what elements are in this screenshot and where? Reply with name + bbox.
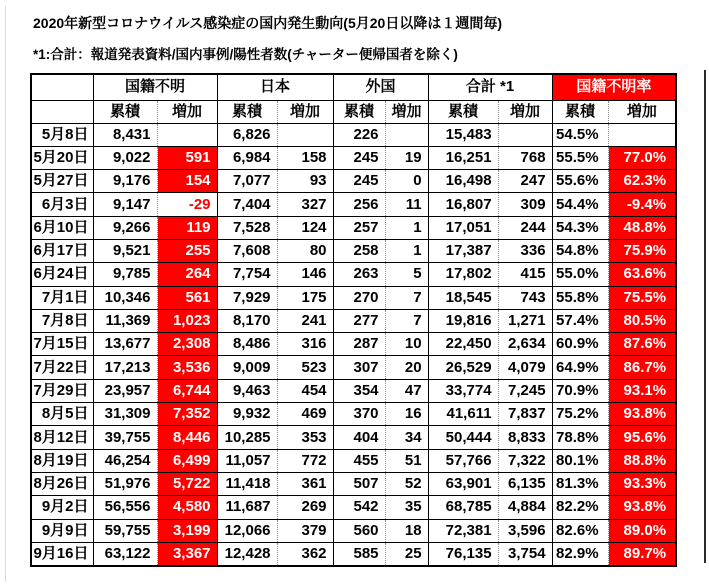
value-cell: 523 (277, 356, 333, 379)
value-cell: 307 (333, 356, 385, 379)
table-row (31, 286, 676, 309)
value-cell: 175 (277, 286, 333, 309)
value-cell: 561 (157, 286, 217, 309)
value-cell (385, 123, 428, 146)
value-cell: 9,521 (93, 239, 157, 262)
value-cell: 8,431 (93, 123, 157, 146)
value-cell: 56,556 (93, 496, 157, 519)
value-cell: 8,486 (217, 333, 277, 356)
value-cell: 560 (333, 519, 385, 542)
value-cell: 454 (277, 379, 333, 402)
value-cell: 59,755 (93, 519, 157, 542)
value-cell: 54.4% (552, 193, 608, 216)
value-cell: 119 (157, 216, 217, 239)
value-cell: 255 (157, 239, 217, 262)
date-cell: 7月22日 (31, 356, 93, 379)
value-cell: 26,529 (428, 356, 498, 379)
value-cell: 18,545 (428, 286, 498, 309)
value-cell: 82.6% (552, 519, 608, 542)
value-cell: 269 (277, 496, 333, 519)
value-cell (157, 123, 217, 146)
value-cell: 16,498 (428, 170, 498, 193)
value-cell: 93.8% (608, 403, 676, 426)
value-cell: 31,309 (93, 403, 157, 426)
date-cell: 7月1日 (31, 286, 93, 309)
value-cell: 327 (277, 193, 333, 216)
value-cell: 585 (333, 542, 385, 566)
date-cell: 8月5日 (31, 403, 93, 426)
value-cell: 80.5% (608, 309, 676, 332)
value-cell: 245 (333, 170, 385, 193)
value-cell: 4,580 (157, 496, 217, 519)
value-cell: 8,446 (157, 426, 217, 449)
date-cell: 8月19日 (31, 449, 93, 472)
report-title: 2020年新型コロナウイルス感染症の国内発生動向(5月20日以降は１週間毎) (33, 15, 502, 31)
date-cell: 9月16日 (31, 542, 93, 566)
value-cell: 245 (333, 146, 385, 169)
value-cell: 3,536 (157, 356, 217, 379)
adjacent-table-edge (704, 70, 706, 563)
value-cell: 95.6% (608, 426, 676, 449)
value-cell: 9,022 (93, 146, 157, 169)
table-row (31, 123, 676, 146)
value-cell: 9,009 (217, 356, 277, 379)
group-header-cell: 合計 *1 (428, 74, 552, 100)
table-row (31, 403, 676, 426)
value-cell: 9,932 (217, 403, 277, 426)
value-cell: 51 (385, 449, 428, 472)
value-cell: 80.1% (552, 449, 608, 472)
date-cell: 6月3日 (31, 193, 93, 216)
corner-cell (31, 74, 93, 100)
value-cell: 7 (385, 309, 428, 332)
value-cell: 57,766 (428, 449, 498, 472)
corner-cell (31, 100, 93, 123)
value-cell: 2,634 (498, 333, 552, 356)
value-cell: 9,147 (93, 193, 157, 216)
table-row (31, 472, 676, 495)
value-cell: 8,833 (498, 426, 552, 449)
value-cell: 158 (277, 146, 333, 169)
value-cell: 241 (277, 309, 333, 332)
value-cell: 54.3% (552, 216, 608, 239)
value-cell: 11 (385, 193, 428, 216)
value-cell: 75.5% (608, 286, 676, 309)
left-edge-line (5, 6, 6, 582)
value-cell: 6,135 (498, 472, 552, 495)
table-row (31, 193, 676, 216)
value-cell: 4,079 (498, 356, 552, 379)
value-cell: 455 (333, 449, 385, 472)
value-cell: 10,285 (217, 426, 277, 449)
value-cell: 7,754 (217, 263, 277, 286)
date-cell: 6月24日 (31, 263, 93, 286)
value-cell: 52 (385, 472, 428, 495)
table-body (31, 123, 676, 566)
value-cell: 2,308 (157, 333, 217, 356)
value-cell: 11,369 (93, 309, 157, 332)
value-cell: 11,418 (217, 472, 277, 495)
table-row (31, 379, 676, 402)
value-cell: 354 (333, 379, 385, 402)
value-cell: 17,387 (428, 239, 498, 262)
value-cell: 86.7% (608, 356, 676, 379)
value-cell: 309 (498, 193, 552, 216)
date-cell: 7月15日 (31, 333, 93, 356)
value-cell: 89.0% (608, 519, 676, 542)
subheader-cell: 増加 (498, 100, 552, 123)
table-row (31, 216, 676, 239)
value-cell: 768 (498, 146, 552, 169)
value-cell: 256 (333, 193, 385, 216)
value-cell: 8,170 (217, 309, 277, 332)
value-cell: 25 (385, 542, 428, 566)
value-cell: 7,837 (498, 403, 552, 426)
value-cell: 63,122 (93, 542, 157, 566)
value-cell: 361 (277, 472, 333, 495)
value-cell: 124 (277, 216, 333, 239)
subheader-cell: 増加 (277, 100, 333, 123)
value-cell: 507 (333, 472, 385, 495)
value-cell: 263 (333, 263, 385, 286)
value-cell: 75.2% (552, 403, 608, 426)
value-cell: 54.5% (552, 123, 608, 146)
table-row (31, 542, 676, 566)
group-header-cell: 日本 (217, 74, 333, 100)
value-cell: 244 (498, 216, 552, 239)
value-cell: 3,754 (498, 542, 552, 566)
table-header (31, 74, 676, 123)
group-header-cell: 国籍不明率 (552, 74, 676, 100)
value-cell: 542 (333, 496, 385, 519)
table-row (31, 146, 676, 169)
subheader-cell: 累積 (217, 100, 277, 123)
value-cell: 1,271 (498, 309, 552, 332)
table-row (31, 263, 676, 286)
value-cell: 12,066 (217, 519, 277, 542)
date-cell: 5月27日 (31, 170, 93, 193)
value-cell: 63,901 (428, 472, 498, 495)
value-cell: 89.7% (608, 542, 676, 566)
value-cell: 87.6% (608, 333, 676, 356)
value-cell: 469 (277, 403, 333, 426)
report-footnote: *1:合計：報道発表資料/国内事例/陽性者数(チャーター便帰国者を除く) (33, 47, 458, 62)
value-cell: 63.6% (608, 263, 676, 286)
value-cell: 270 (333, 286, 385, 309)
value-cell: 93.3% (608, 472, 676, 495)
value-cell: 17,213 (93, 356, 157, 379)
value-cell: 3,199 (157, 519, 217, 542)
subheader-cell: 増加 (608, 100, 676, 123)
value-cell: 47 (385, 379, 428, 402)
value-cell: 9,785 (93, 263, 157, 286)
group-header-cell: 国籍不明 (93, 74, 217, 100)
subheader-cell: 累積 (428, 100, 498, 123)
subheader-cell: 増加 (157, 100, 217, 123)
value-cell: 7,608 (217, 239, 277, 262)
value-cell: 353 (277, 426, 333, 449)
subheader-cell: 増加 (385, 100, 428, 123)
value-cell: 33,774 (428, 379, 498, 402)
value-cell (498, 123, 552, 146)
value-cell: 415 (498, 263, 552, 286)
value-cell: 76,135 (428, 542, 498, 566)
value-cell: 7,528 (217, 216, 277, 239)
value-cell: 1 (385, 216, 428, 239)
value-cell: 51,976 (93, 472, 157, 495)
value-cell: 78.8% (552, 426, 608, 449)
value-cell: 7,245 (498, 379, 552, 402)
value-cell: 9,176 (93, 170, 157, 193)
value-cell: 10 (385, 333, 428, 356)
value-cell: 11,057 (217, 449, 277, 472)
value-cell: 258 (333, 239, 385, 262)
data-table (30, 73, 677, 567)
value-cell: 93.1% (608, 379, 676, 402)
value-cell: 277 (333, 309, 385, 332)
value-cell: 88.8% (608, 449, 676, 472)
value-cell: 226 (333, 123, 385, 146)
date-cell: 5月8日 (31, 123, 93, 146)
value-cell: 82.2% (552, 496, 608, 519)
value-cell: 17,802 (428, 263, 498, 286)
value-cell: 6,744 (157, 379, 217, 402)
value-cell: 146 (277, 263, 333, 286)
value-cell: 41,611 (428, 403, 498, 426)
value-cell: 70.9% (552, 379, 608, 402)
value-cell: 264 (157, 263, 217, 286)
table-row (31, 356, 676, 379)
subheader-cell: 累積 (333, 100, 385, 123)
value-cell: 287 (333, 333, 385, 356)
value-cell: 16,251 (428, 146, 498, 169)
value-cell: 6,826 (217, 123, 277, 146)
value-cell: 80 (277, 239, 333, 262)
value-cell: 72,381 (428, 519, 498, 542)
value-cell: 50,444 (428, 426, 498, 449)
value-cell: 6,984 (217, 146, 277, 169)
value-cell: 62.3% (608, 170, 676, 193)
value-cell: 39,755 (93, 426, 157, 449)
value-cell: 81.3% (552, 472, 608, 495)
value-cell: 404 (333, 426, 385, 449)
value-cell: 20 (385, 356, 428, 379)
value-cell: 15,483 (428, 123, 498, 146)
value-cell: 0 (385, 170, 428, 193)
value-cell: 591 (157, 146, 217, 169)
value-cell: 19,816 (428, 309, 498, 332)
date-cell: 8月12日 (31, 426, 93, 449)
value-cell: 19 (385, 146, 428, 169)
value-cell: 55.8% (552, 286, 608, 309)
value-cell: 93 (277, 170, 333, 193)
value-cell: 55.6% (552, 170, 608, 193)
value-cell: 34 (385, 426, 428, 449)
value-cell: 46,254 (93, 449, 157, 472)
value-cell: 362 (277, 542, 333, 566)
value-cell: 7,077 (217, 170, 277, 193)
table-row (31, 426, 676, 449)
value-cell: 1,023 (157, 309, 217, 332)
value-cell: 7,352 (157, 403, 217, 426)
date-cell: 6月10日 (31, 216, 93, 239)
value-cell: 154 (157, 170, 217, 193)
date-cell: 7月8日 (31, 309, 93, 332)
value-cell: 55.5% (552, 146, 608, 169)
table-row (31, 496, 676, 519)
date-cell: 5月20日 (31, 146, 93, 169)
value-cell: 82.9% (552, 542, 608, 566)
table-row (31, 170, 676, 193)
subheader-cell: 累積 (552, 100, 608, 123)
value-cell: 257 (333, 216, 385, 239)
value-cell: 77.0% (608, 146, 676, 169)
value-cell: 370 (333, 403, 385, 426)
table-row (31, 309, 676, 332)
value-cell: 54.8% (552, 239, 608, 262)
value-cell: 6,499 (157, 449, 217, 472)
value-cell: 9,266 (93, 216, 157, 239)
value-cell: 68,785 (428, 496, 498, 519)
value-cell: -29 (157, 193, 217, 216)
value-cell: 5,722 (157, 472, 217, 495)
value-cell: 9,463 (217, 379, 277, 402)
value-cell: 7,404 (217, 193, 277, 216)
value-cell: 23,957 (93, 379, 157, 402)
date-cell: 7月29日 (31, 379, 93, 402)
value-cell: 3,367 (157, 542, 217, 566)
value-cell: 64.9% (552, 356, 608, 379)
value-cell: 1 (385, 239, 428, 262)
table-row (31, 519, 676, 542)
table-row (31, 239, 676, 262)
value-cell: 10,346 (93, 286, 157, 309)
value-cell: 48.8% (608, 216, 676, 239)
value-cell: 247 (498, 170, 552, 193)
value-cell: 12,428 (217, 542, 277, 566)
table-row (31, 449, 676, 472)
value-cell: 7 (385, 286, 428, 309)
value-cell: 22,450 (428, 333, 498, 356)
date-cell: 9月2日 (31, 496, 93, 519)
value-cell: 13,677 (93, 333, 157, 356)
value-cell: 18 (385, 519, 428, 542)
value-cell: 7,929 (217, 286, 277, 309)
value-cell: 7,322 (498, 449, 552, 472)
group-header-cell: 外国 (333, 74, 428, 100)
value-cell: 16,807 (428, 193, 498, 216)
value-cell: 379 (277, 519, 333, 542)
value-cell: -9.4% (608, 193, 676, 216)
value-cell: 336 (498, 239, 552, 262)
date-cell: 9月9日 (31, 519, 93, 542)
value-cell: 60.9% (552, 333, 608, 356)
value-cell: 16 (385, 403, 428, 426)
value-cell: 4,884 (498, 496, 552, 519)
table-row (31, 333, 676, 356)
subheader-cell: 累積 (93, 100, 157, 123)
date-cell: 8月26日 (31, 472, 93, 495)
value-cell: 17,051 (428, 216, 498, 239)
date-cell: 6月17日 (31, 239, 93, 262)
value-cell (277, 123, 333, 146)
value-cell: 57.4% (552, 309, 608, 332)
value-cell: 316 (277, 333, 333, 356)
value-cell: 3,596 (498, 519, 552, 542)
value-cell (608, 123, 676, 146)
value-cell: 11,687 (217, 496, 277, 519)
value-cell: 75.9% (608, 239, 676, 262)
value-cell: 743 (498, 286, 552, 309)
value-cell: 93.8% (608, 496, 676, 519)
value-cell: 772 (277, 449, 333, 472)
value-cell: 5 (385, 263, 428, 286)
value-cell: 35 (385, 496, 428, 519)
value-cell: 55.0% (552, 263, 608, 286)
